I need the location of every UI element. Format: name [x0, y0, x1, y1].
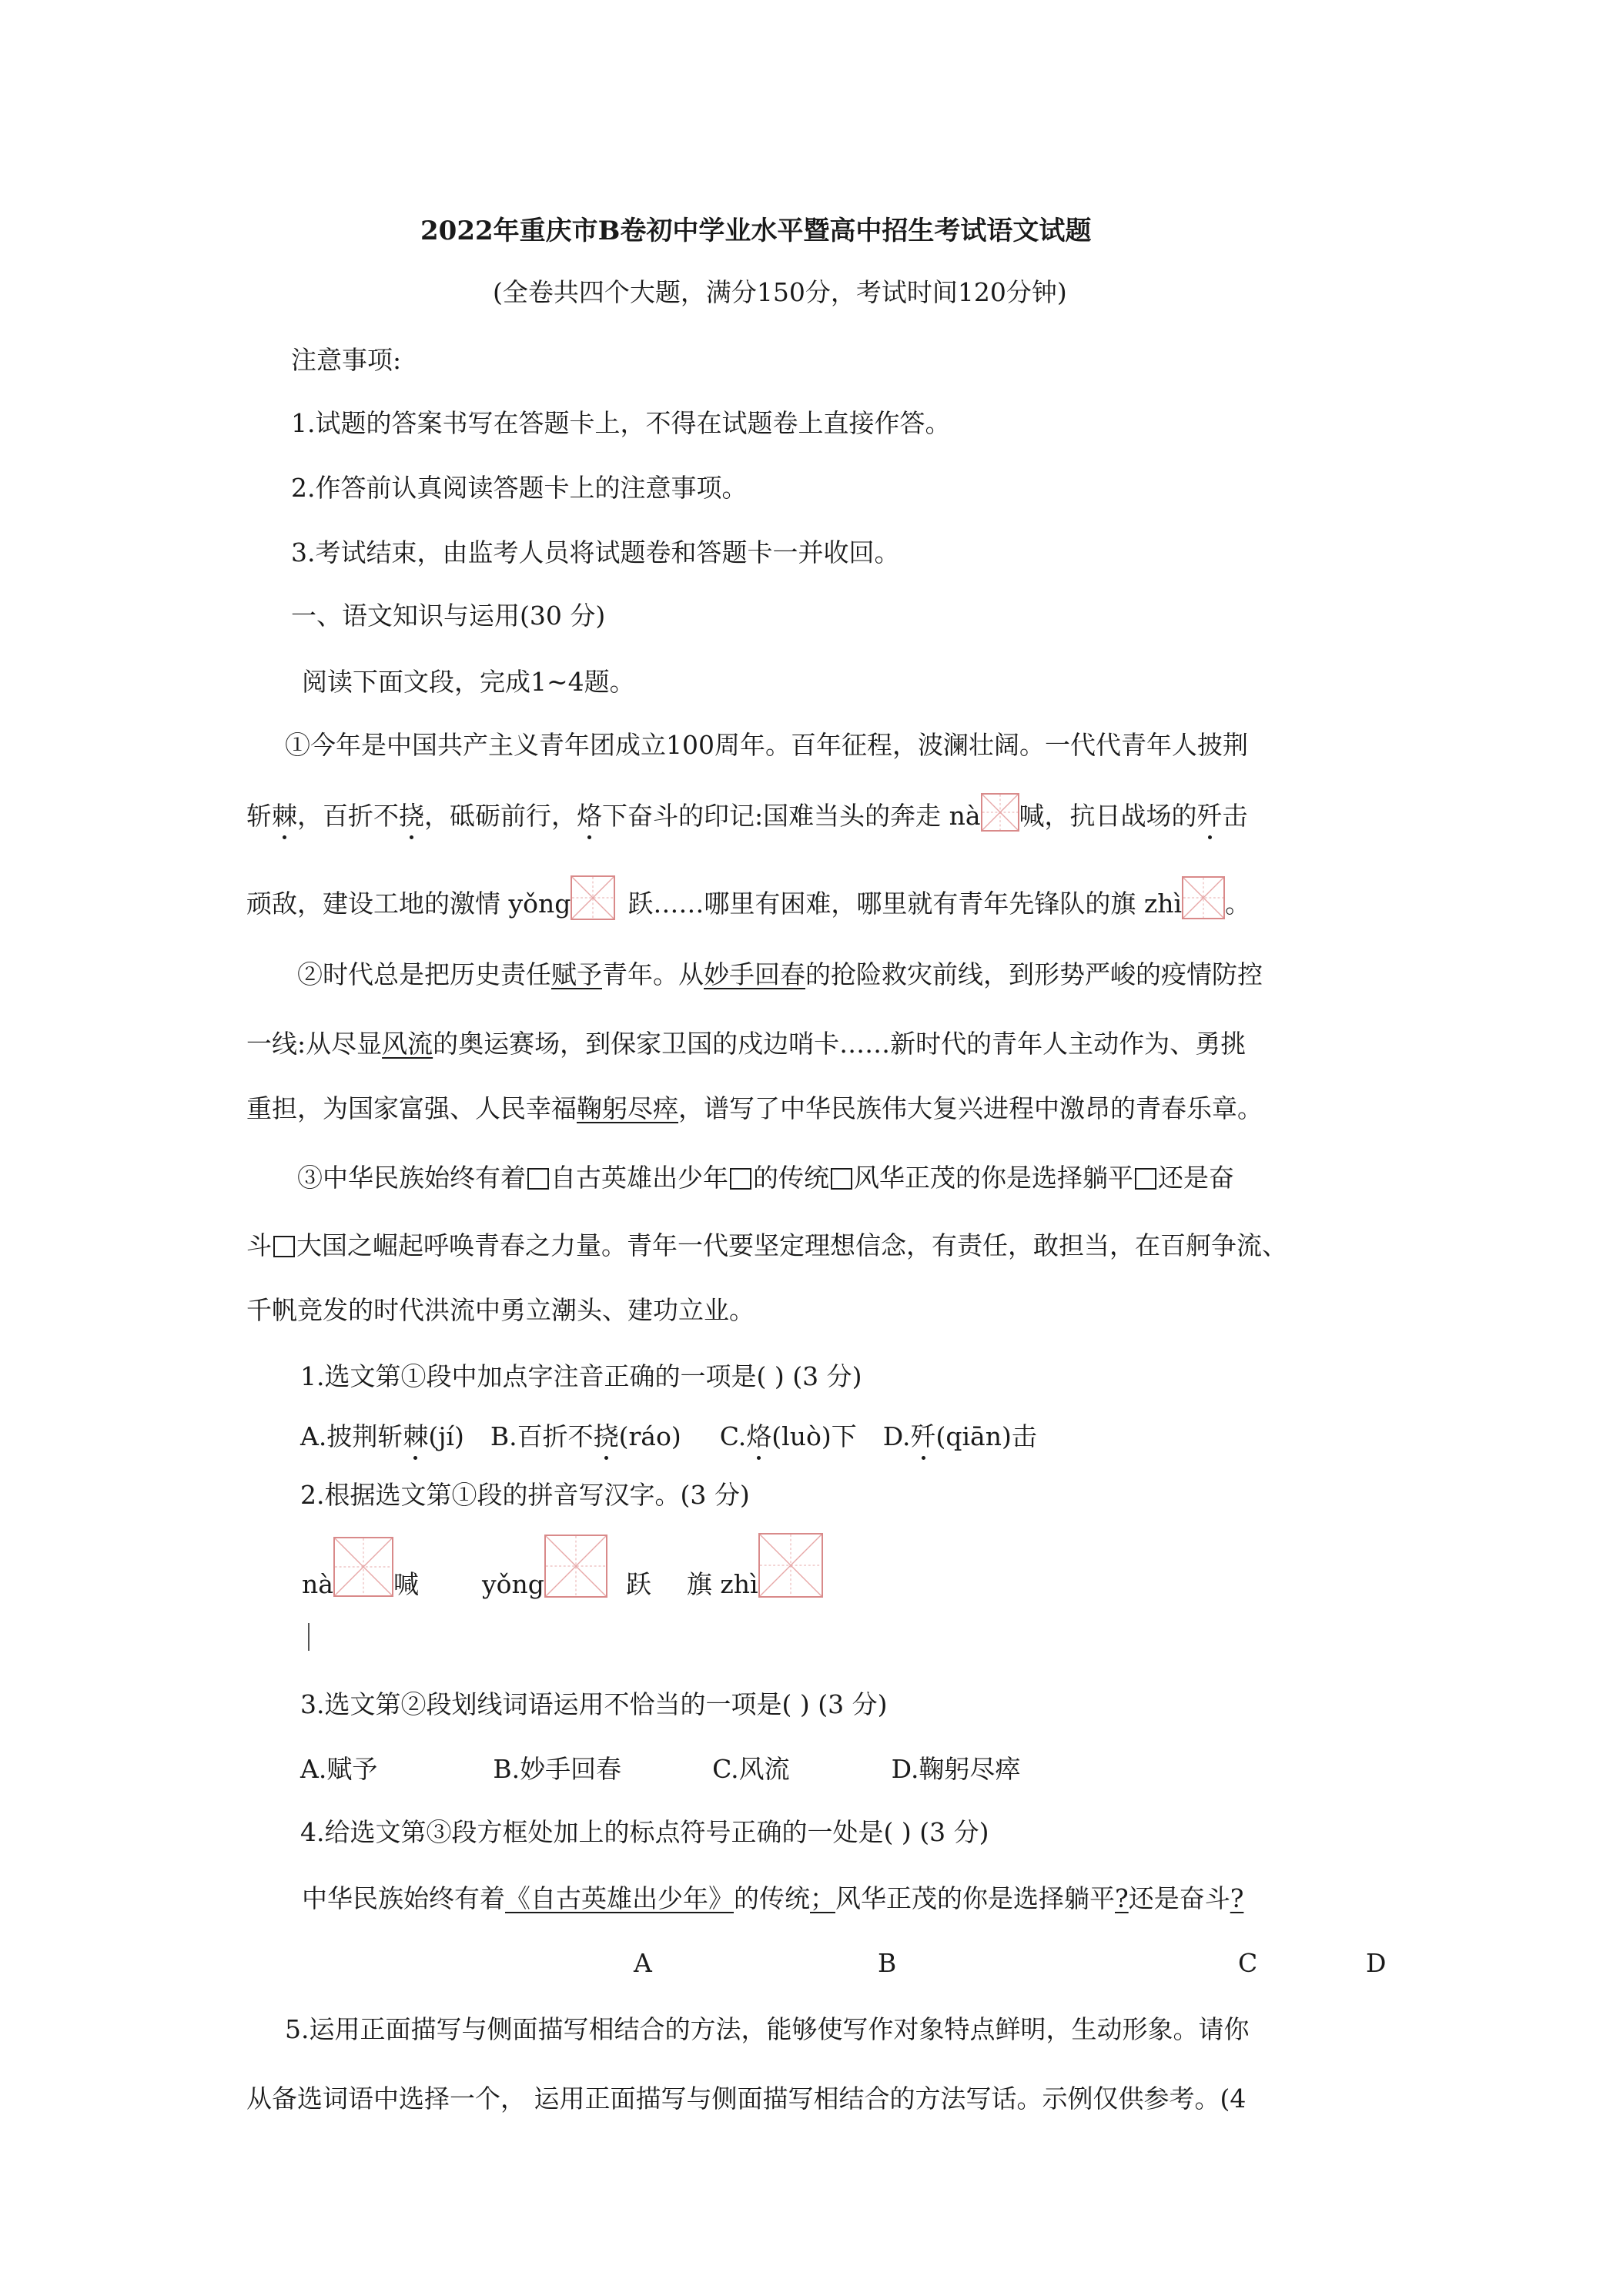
text-fragment: (qiān)击 — [935, 1421, 1037, 1451]
question-4-label-b: B — [878, 1948, 897, 1978]
dotted-char: 歼 — [1197, 799, 1223, 833]
underlined-segment-b: ； — [810, 1883, 835, 1913]
text-fragment: 跃 — [625, 1569, 651, 1599]
passage-p1-line1: ①今年是中国共产主义青年团成立100周年。百年征程，波澜壮阔。一代代青年人披荆 — [285, 730, 1248, 760]
text-fragment: 的传统 — [734, 1883, 810, 1913]
text-fragment: 风华正茂的你是选择躺平 — [854, 1163, 1133, 1193]
punctuation-box[interactable] — [831, 1168, 852, 1190]
question-5-line2: 从备选词语中选择一个， 运用正面描写与侧面描写相结合的方法写话。示例仅供参考。(4 — [246, 2083, 1247, 2114]
punctuation-box[interactable] — [730, 1168, 751, 1190]
text-fragment: ，百折不 — [297, 801, 399, 831]
text-fragment: (ráo) — [618, 1421, 681, 1451]
text-fragment: 还是奋 — [1158, 1163, 1234, 1193]
question-2-stem: 2.根据选文第①段的拼音写汉字。(3 分) — [300, 1480, 750, 1510]
question-3-options — [300, 1752, 1020, 1786]
exam-title: 2022年重庆市B卷初中学业水平暨高中招生考试语文试题 — [420, 216, 1092, 246]
underlined-segment-a: 《自古英雄出少年》 — [505, 1883, 734, 1913]
text-fragment: ，谱写了中华民族伟大复兴进程中激昂的青春乐章。 — [678, 1093, 1263, 1123]
text-fragment: C. — [719, 1421, 747, 1451]
text-fragment: 旗 zhì — [686, 1569, 758, 1599]
answer-grid-box[interactable] — [758, 1533, 823, 1598]
notice-item-2: 2.作答前认真阅读答题卡上的注意事项。 — [291, 473, 748, 503]
option-c[interactable] — [720, 1421, 857, 1451]
option-b[interactable] — [490, 1421, 681, 1451]
option-a[interactable] — [300, 1421, 464, 1451]
dotted-char: 棘 — [403, 1420, 428, 1454]
text-fragment: 自古英雄出少年 — [550, 1163, 728, 1193]
question-5-line1: 5.运用正面描写与侧面描写相结合的方法，能够使写作对象特点鲜明，生动形象。请你 — [285, 2014, 1250, 2044]
dotted-char: 烙 — [746, 1420, 771, 1454]
text-fragment: D. — [882, 1421, 911, 1451]
text-fragment: 还是奋斗 — [1128, 1883, 1230, 1913]
text-fragment: nà — [302, 1569, 333, 1599]
underlined-word: 风流 — [382, 1029, 433, 1059]
underlined-word: 鞠躬尽瘁 — [577, 1093, 678, 1123]
text-fragment: 一线:从尽显 — [246, 1029, 383, 1059]
option-b[interactable]: B.妙手回春 — [493, 1754, 622, 1784]
section-1-intro: 阅读下面文段，完成1~4题。 — [302, 667, 635, 697]
text-fragment: 喊，抗日战场的 — [1019, 801, 1197, 831]
underlined-segment-d: ? — [1230, 1883, 1244, 1913]
text-fragment: 的抢险救灾前线，到形势严峻的疫情防控 — [805, 959, 1263, 989]
dotted-char: 挠 — [594, 1420, 619, 1454]
dotted-char: 挠 — [399, 799, 424, 833]
question-2-answer-row — [302, 1568, 823, 1602]
option-d[interactable] — [883, 1421, 1037, 1451]
option-a[interactable]: A.赋予 — [300, 1754, 378, 1784]
punctuation-box[interactable] — [1135, 1168, 1156, 1190]
notice-item-3: 3.考试结束，由监考人员将试题卷和答题卡一并收回。 — [291, 537, 900, 567]
text-fragment: (luò)下 — [771, 1421, 857, 1451]
writing-grid-box[interactable] — [981, 793, 1019, 832]
text-fragment: 下奋斗的印记:国难当头的奔走 nà — [602, 801, 981, 831]
text-fragment: ②时代总是把历史责任 — [297, 959, 551, 989]
text-fragment: 风华正茂的你是选择躺平 — [835, 1883, 1115, 1913]
passage-p2-line1 — [297, 958, 1263, 992]
question-4-stem: 4.给选文第③段方框处加上的标点符号正确的一处是( ) (3 分) — [300, 1817, 989, 1847]
text-fragment: 跃……哪里有困难，哪里就有青年先锋队的旗 zhì — [627, 889, 1183, 919]
passage-p1-line2 — [246, 799, 1248, 833]
dotted-char: 烙 — [577, 799, 602, 833]
text-fragment: 的传统 — [753, 1163, 829, 1193]
text-cursor — [308, 1623, 310, 1651]
text-fragment: A.披荆斩 — [300, 1421, 403, 1451]
notice-item-1: 1.试题的答案书写在答题卡上，不得在试题卷上直接作答。 — [291, 408, 951, 438]
text-fragment: yǒng — [481, 1569, 544, 1599]
text-fragment: 顽敌，建设工地的激情 yǒng — [246, 889, 571, 919]
question-3-stem: 3.选文第②段划线词语运用不恰当的一项是( ) (3 分) — [300, 1689, 888, 1719]
text-fragment: 青年。从 — [602, 959, 704, 989]
passage-p2-line3 — [246, 1092, 1263, 1126]
question-4-label-d: D — [1366, 1948, 1387, 1978]
passage-p3-line1 — [297, 1161, 1234, 1195]
option-c[interactable]: C.风流 — [712, 1754, 790, 1784]
passage-p3-line3: 千帆竞发的时代洪流中勇立潮头、建功立业。 — [246, 1295, 755, 1325]
text-fragment: ③中华民族始终有着 — [297, 1163, 526, 1193]
question-4-sentence — [302, 1882, 1243, 1916]
text-fragment: B.百折不 — [490, 1421, 594, 1451]
text-fragment: 重担，为国家富强、人民幸福 — [246, 1093, 577, 1123]
dotted-char: 棘 — [272, 799, 297, 833]
text-fragment: 中华民族始终有着 — [302, 1883, 505, 1913]
answer-grid-box[interactable] — [333, 1537, 393, 1597]
text-fragment: 斩 — [246, 801, 272, 831]
text-fragment: (jí) — [428, 1421, 464, 1451]
notice-heading: 注意事项: — [291, 345, 402, 375]
text-fragment: 大国之崛起呼唤青春之力量。青年一代要坚定理想信念，有责任，敢担当，在百舸争流、 — [296, 1230, 1287, 1260]
dotted-char: 歼 — [911, 1420, 936, 1454]
text-fragment: ，砥砺前行， — [424, 801, 577, 831]
question-4-label-c: C — [1238, 1948, 1258, 1978]
writing-grid-box[interactable] — [571, 875, 615, 920]
underlined-segment-c: ? — [1115, 1883, 1129, 1913]
passage-p3-line2 — [246, 1229, 1287, 1263]
text-fragment: 击 — [1222, 801, 1248, 831]
underlined-word: 赋予 — [551, 959, 602, 989]
option-d[interactable]: D.鞠躬尽瘁 — [891, 1754, 1021, 1784]
answer-grid-box[interactable] — [544, 1535, 607, 1598]
passage-p1-line3 — [246, 887, 1250, 921]
section-1-heading: 一、语文知识与运用(30 分) — [291, 601, 606, 631]
text-fragment: 喊 — [393, 1569, 419, 1599]
question-4-label-a: A — [634, 1948, 652, 1978]
underlined-word: 妙手回春 — [704, 959, 805, 989]
text-fragment: 斗 — [246, 1230, 272, 1260]
writing-grid-box[interactable] — [1182, 876, 1225, 919]
punctuation-box[interactable] — [527, 1168, 549, 1190]
punctuation-box[interactable] — [273, 1236, 295, 1257]
question-1-options — [300, 1420, 1037, 1454]
question-1-stem: 1.选文第①段中加点字注音正确的一项是( ) (3 分) — [300, 1361, 862, 1391]
passage-p2-line2 — [246, 1027, 1246, 1061]
text-fragment: 。 — [1225, 889, 1251, 919]
text-fragment: 的奥运赛场，到保家卫国的戍边哨卡……新时代的青年人主动作为、勇挑 — [433, 1029, 1247, 1059]
exam-subtitle: (全卷共四个大题，满分150分，考试时间120分钟) — [493, 277, 1067, 307]
